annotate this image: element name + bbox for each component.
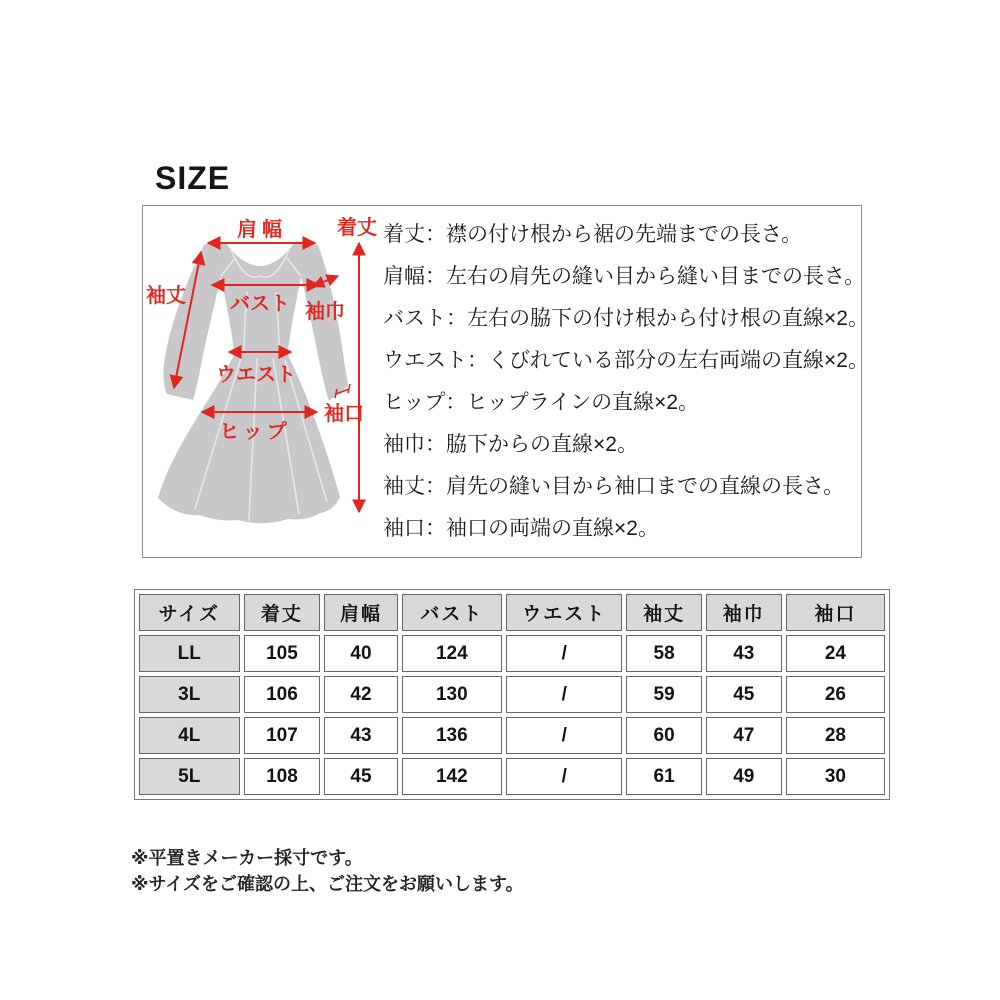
value-cell: 30	[786, 758, 885, 795]
column-header-shoulder: 肩幅	[324, 594, 397, 631]
bust-label: バスト	[230, 293, 290, 315]
column-header-cuff: 袖口	[786, 594, 885, 631]
value-cell: 26	[786, 676, 885, 713]
table-row	[139, 635, 885, 672]
cuff-label: 袖口	[324, 403, 364, 425]
measurement-description: 袖口：袖口の両端の直線×2。	[383, 517, 659, 540]
measurement-description: ウエスト：くびれている部分の左右両端の直線×2。	[383, 349, 869, 372]
value-cell: 142	[402, 758, 503, 795]
notes	[131, 845, 524, 897]
measurement-description: バスト：左右の脇下の付け根から付け根の直線×2。	[383, 307, 869, 330]
value-cell: 28	[786, 717, 885, 754]
column-header-bust: バスト	[402, 594, 503, 631]
measurement-description: 着丈：襟の付け根から裾の先端までの長さ。	[383, 223, 803, 246]
waist-label: ウエスト	[216, 364, 296, 386]
value-cell: 40	[324, 635, 397, 672]
value-cell: 42	[324, 676, 397, 713]
value-cell: 47	[706, 717, 782, 754]
value-cell: 108	[244, 758, 321, 795]
measurement-description: 肩幅：左右の肩先の縫い目から縫い目までの長さ。	[383, 265, 866, 288]
column-header-size: サイズ	[139, 594, 240, 631]
value-cell: 59	[626, 676, 701, 713]
value-cell: 49	[706, 758, 782, 795]
value-cell: 58	[626, 635, 701, 672]
measurement-description: 袖丈：肩先の縫い目から袖口までの直線の長さ。	[383, 475, 845, 498]
note-line: ※サイズをご確認の上、ご注文をお願いします。	[131, 874, 524, 894]
value-cell: 106	[244, 676, 321, 713]
value-cell: /	[506, 635, 622, 672]
value-cell: 124	[402, 635, 503, 672]
value-cell: /	[506, 758, 622, 795]
value-cell: 107	[244, 717, 321, 754]
size-table	[134, 589, 890, 800]
size-cell: 3L	[139, 676, 240, 713]
size-cell: 5L	[139, 758, 240, 795]
table-row	[139, 676, 885, 713]
value-cell: 60	[626, 717, 701, 754]
hip-label: ヒップ	[219, 421, 291, 443]
table-row	[139, 717, 885, 754]
value-cell: 24	[786, 635, 885, 672]
size-cell: 4L	[139, 717, 240, 754]
measurement-description: 袖巾：脇下からの直線×2。	[383, 433, 638, 456]
value-cell: 43	[706, 635, 782, 672]
value-cell: 105	[244, 635, 321, 672]
value-cell: 136	[402, 717, 503, 754]
table-row	[139, 758, 885, 795]
value-cell: 43	[324, 717, 397, 754]
sleeve-width-label: 袖巾	[305, 301, 345, 323]
value-cell: /	[506, 676, 622, 713]
measurement-diagram-panel	[142, 205, 869, 558]
value-cell: 45	[706, 676, 782, 713]
value-cell: 130	[402, 676, 503, 713]
size-cell: LL	[139, 635, 240, 672]
column-header-waist: ウエスト	[506, 594, 622, 631]
note-line: ※平置きメーカー採寸です。	[131, 848, 363, 868]
sleeve-length-label: 袖丈	[146, 285, 186, 307]
column-header-sleeve-length: 袖丈	[626, 594, 701, 631]
measurement-descriptions	[383, 212, 869, 548]
value-cell: 45	[324, 758, 397, 795]
shoulder-width-label: 肩幅	[237, 219, 287, 241]
column-header-length: 着丈	[244, 594, 321, 631]
page-title: SIZE	[155, 160, 231, 196]
table-header-row	[139, 594, 885, 631]
value-cell: 61	[626, 758, 701, 795]
garment-length-label: 着丈	[337, 217, 377, 239]
measurement-description: ヒップ：ヒップラインの直線×2。	[383, 391, 700, 414]
value-cell: /	[506, 717, 622, 754]
column-header-sleeve-width: 袖巾	[706, 594, 782, 631]
